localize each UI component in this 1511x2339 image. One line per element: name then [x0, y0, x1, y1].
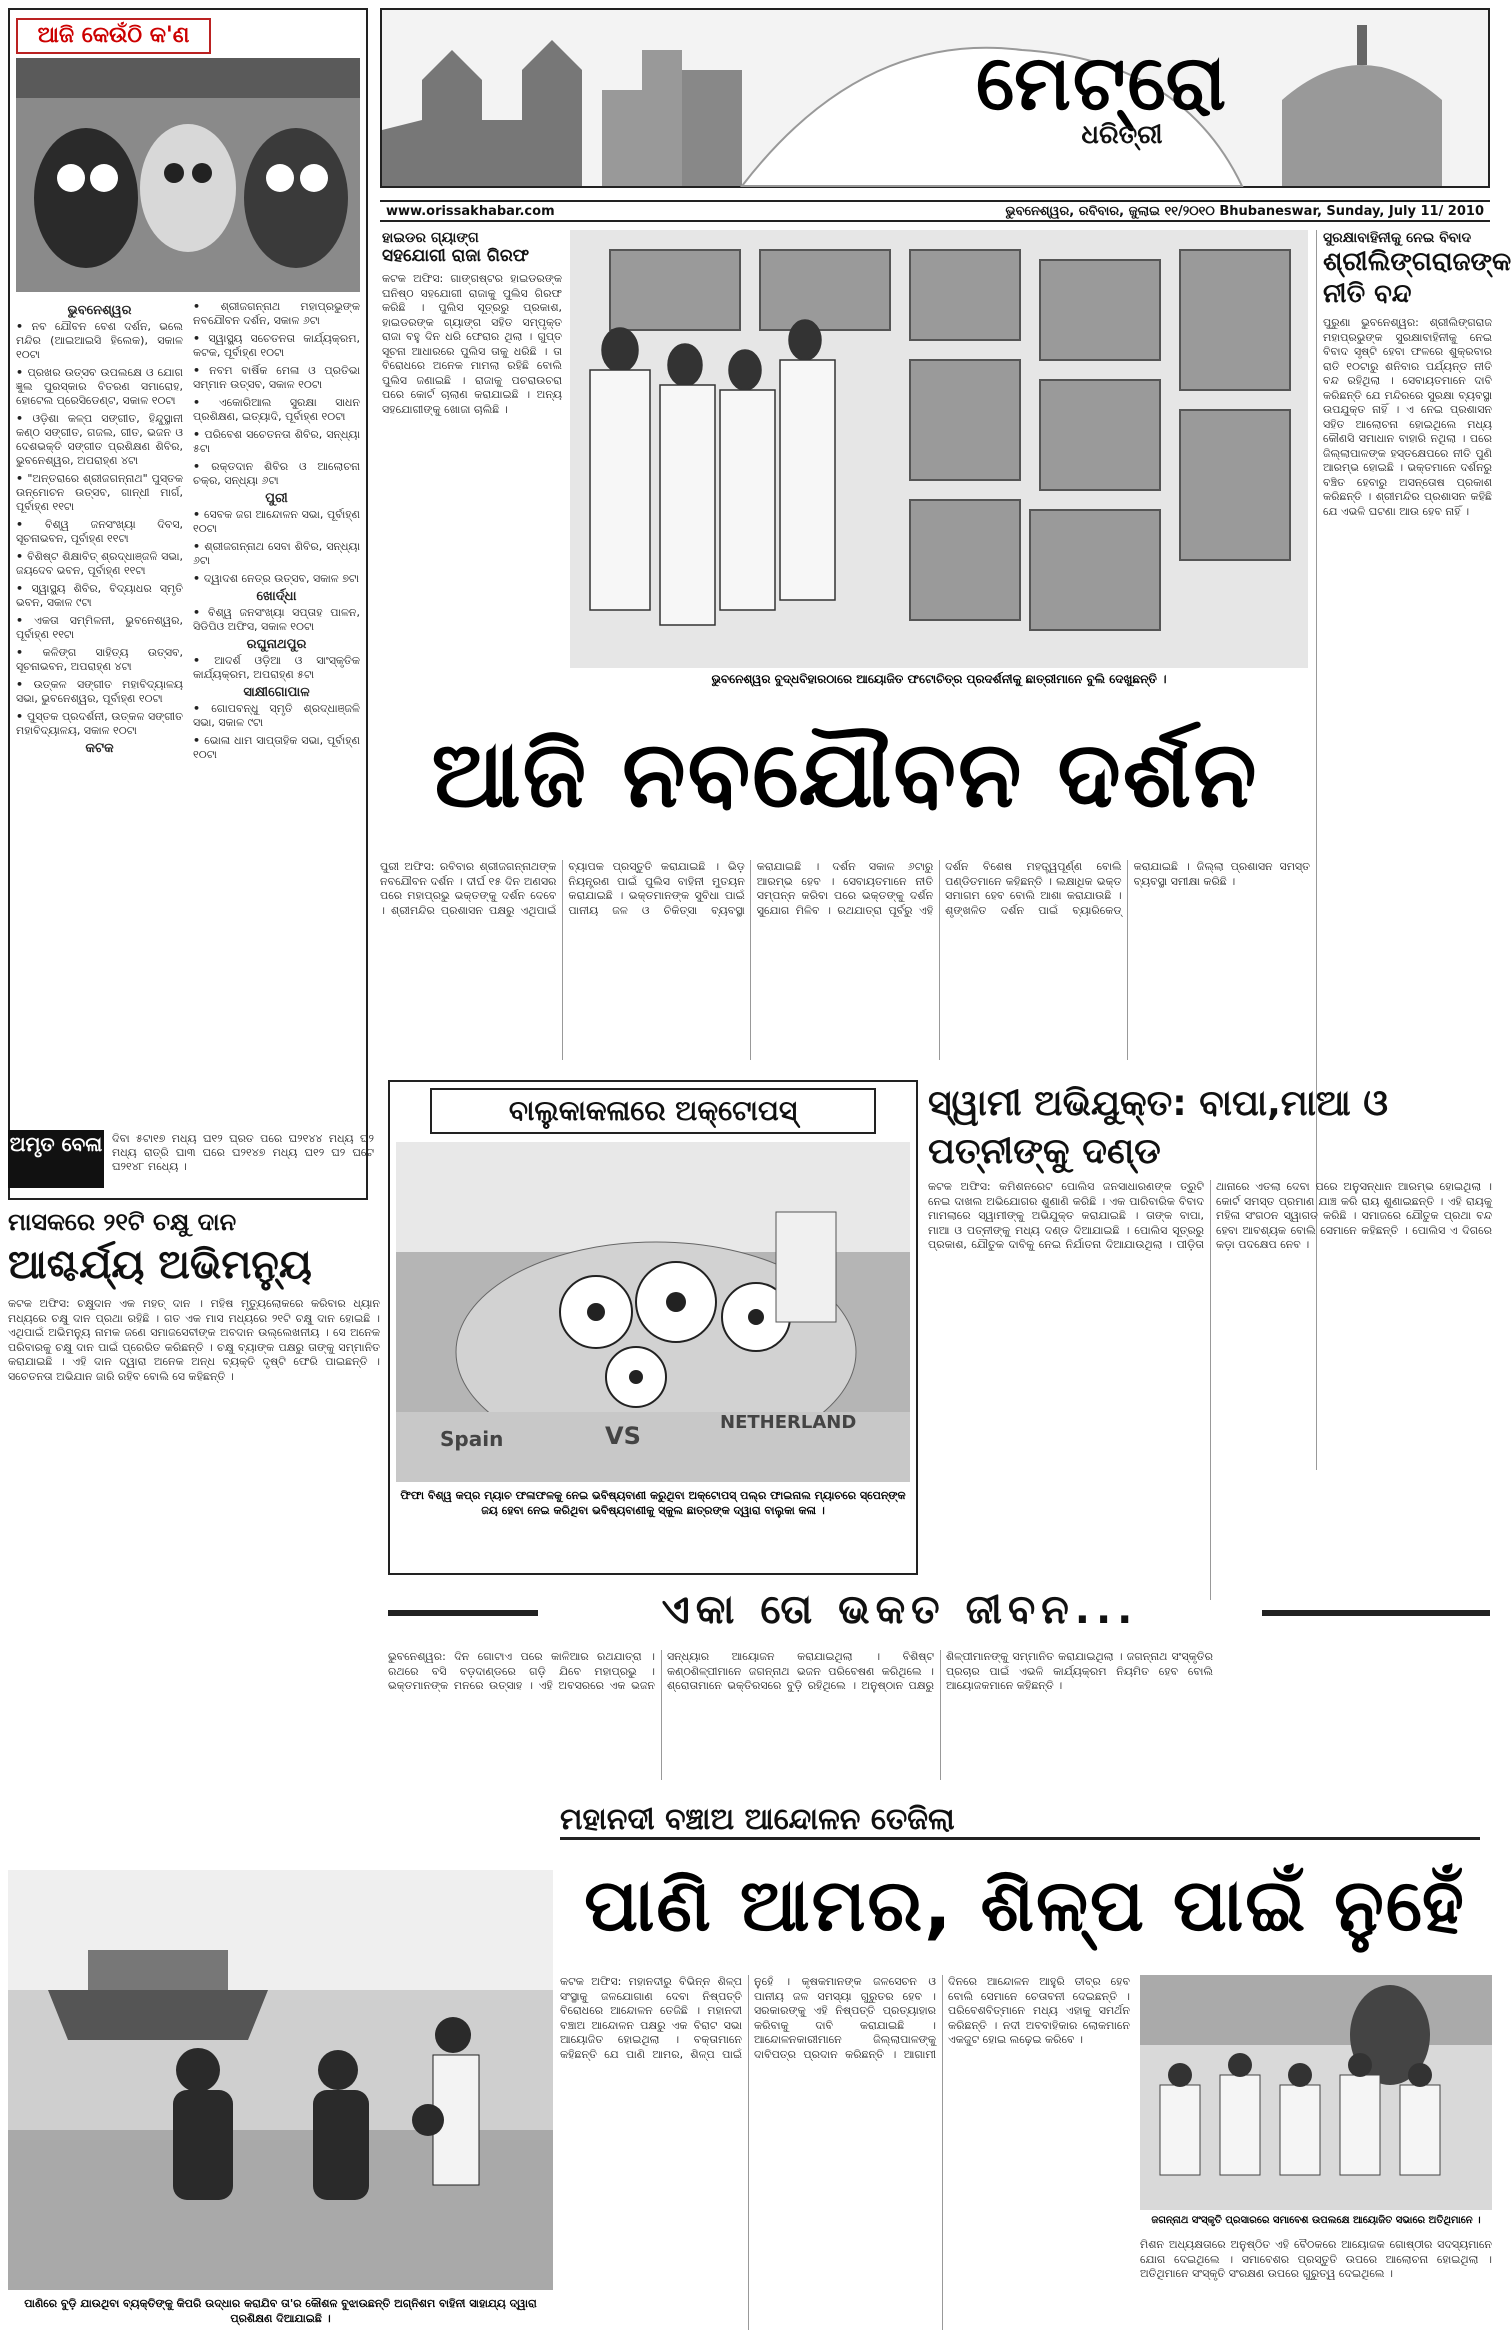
mahanadi-kicker: ମହାନଦୀ ବଞ୍ଚାଅ ଆନ୍ଦୋଳନ ତେଜିଲା	[560, 1800, 1480, 1840]
sand-art-label-vs: VS	[605, 1422, 641, 1450]
event-item: • ସେବକ ଜଗ ଆନ୍ଦୋଳନ ସଭା, ପୂର୍ବାହ୍ଣ ୧୦ଟା	[193, 508, 360, 536]
story-gang-headline: ସହଯୋଗୀ ରାଜା ଗିରଫ	[382, 246, 530, 266]
story-security-headline: ଶ୍ରୀଲିଙ୍ଗରାଜଙ୍କ ନୀତି ବନ୍ଦ	[1323, 247, 1511, 309]
event-item: • ଉତ୍କଳ ସଙ୍ଗୀତ ମହାବିଦ୍ୟାଳୟ ସଭା, ଭୁବନେଶ୍ୱର, ପୂର୍ବାହ୍ଣ ୧୦ଟା	[16, 678, 183, 706]
story-swami	[928, 1080, 1492, 1580]
story-security-kicker: ସୁରକ୍ଷାବାହିନୀକୁ ନେଇ ବିବାଦ	[1323, 230, 1472, 246]
event-item: • ପୁସ୍ତକ ପ୍ରଦର୍ଶନୀ, ଉତ୍କଳ ସଙ୍ଗୀତ ମହାବିଦ୍ୟାଳୟ, ସକାଳ ୧୦ଟା	[16, 710, 183, 738]
sand-art-box	[388, 1080, 918, 1575]
story-gang-kicker: ହାଇଡର ଗ୍ୟାଙ୍ଗ	[382, 230, 479, 246]
event-item: • କଳିଙ୍ଗ ସାହିତ୍ୟ ଉତ୍ସବ, ସୂଚନାଭବନ, ଅପରାହ୍ଣ ୪ଟା	[16, 646, 183, 674]
event-item: • ଭୋଳା ଧାମ ସାପ୍ତାହିକ ସଭା, ପୂର୍ବାହ୍ଣ ୧୦ଟା	[193, 734, 360, 762]
event-item: • ପରିବେଶ ସଚେତନତା ଶିବିର, ସନ୍ଧ୍ୟା ୫ଟା	[193, 428, 360, 456]
amrit-bela	[8, 1130, 378, 1190]
events-title: ଆଜି କେଉଁଠି କ'ଣ	[16, 18, 211, 54]
event-item: • ବିଶ୍ୱ ଜନସଂଖ୍ୟା ସପ୍ତାହ ପାଳନ, ସିଡିପିଓ ଅଫିସ, ସକାଳ ୧୦ଟା	[193, 606, 360, 634]
exhibition-photo	[570, 230, 1308, 668]
dateline: ଭୁବନେଶ୍ୱର, ରବିବାର, ଜୁଲାଇ ୧୧/୨୦୧୦ Bhubaneswar, Sunday, July 11/ 2010	[1005, 204, 1484, 219]
story-swami-body: କଟକ ଅଫିସ: କମିଶନରେଟ ପୋଲିସ ଜନସାଧାରଣଙ୍କ ତ୍ରୁଟି ନେଇ ଦାଖଲ ଅଭିଯୋଗର ଶୁଣାଣି କରିଛି । ଏକ ପାରିବାରିକ ବିବାଦ ମାମଲାରେ ସ୍ୱାମୀଙ୍କୁ ଅଭିଯୁକ୍ତ କରାଯାଇଛି । ତାଙ୍କ ବାପା, ମାଆ ଓ ପତ୍ନୀଙ୍କୁ ମଧ୍ୟ ଦଣ୍ଡ ଦିଆଯାଇଛି । ପୋଲିସ ସୂତ୍ରରୁ ପ୍ରକାଶ, ଯୌତୁକ ଦାବିକୁ ନେଇ ନିର୍ଯାତନା ଦିଆଯାଉଥିଲା । ପୀଡ଼ିତା ଥାନାରେ ଏତଲା ଦେବା ପରେ ଅନୁସନ୍ଧାନ ଆରମ୍ଭ ହୋଇଥିଲା । କୋର୍ଟ ସମସ୍ତ ପ୍ରମାଣ ଯାଞ୍ଚ କରି ରାୟ ଶୁଣାଇଛନ୍ତି । ଏହି ରାୟକୁ ମହିଳା ସଂଗଠନ ସ୍ୱାଗତ କରିଛି । ସମାଜରେ ଯୌତୁକ ପ୍ରଥା ବନ୍ଦ ହେବା ଆବଶ୍ୟକ ବୋଲି ସେମାନେ କହିଛନ୍ତି । ପୋଲିସ ଏ ଦିଗରେ କଡ଼ା ପଦକ୍ଷେପ ନେବ ।	[928, 1180, 1492, 1251]
event-item: • ବିଶିଷ୍ଟ ଶିକ୍ଷାବିତ୍ ଶ୍ରଦ୍ଧାଞ୍ଜଳି ସଭା, ଜୟଦେବ ଭବନ, ପୂର୍ବାହ୍ଣ ୧୧ଟା	[16, 550, 183, 578]
eka-rule-right	[1262, 1610, 1490, 1616]
rescue-caption: ପାଣିରେ ବୁଡ଼ି ଯାଉଥିବା ବ୍ୟକ୍ତିଙ୍କୁ କିପରି ଉଦ୍ଧାର କରାଯିବ ତା'ର କୌଶଳ ବୁଝାଉଛନ୍ତି ଅଗ୍ନିଶମ ବାହିନୀ ସାହାଯ୍ୟ ଦ୍ୱାରା ପ୍ରଶିକ୍ଷଣ ଦିଆଯାଇଛି ।	[24, 2297, 537, 2325]
mahanadi-body: କଟକ ଅଫିସ: ମହାନଦୀରୁ ବିଭିନ୍ନ ଶିଳ୍ପ ସଂସ୍ଥାକୁ ଜଳଯୋଗାଣ ଦେବା ନିଷ୍ପତ୍ତି ବିରୋଧରେ ଆନ୍ଦୋଳନ ତେଜିଛି । ମହାନଦୀ ବଞ୍ଚାଅ ଆନ୍ଦୋଳନ ପକ୍ଷରୁ ଏକ ବିରାଟ ସଭା ଆୟୋଜିତ ହୋଇଥିଲା । ବକ୍ତାମାନେ କହିଛନ୍ତି ଯେ ପାଣି ଆମର, ଶିଳ୍ପ ପାଇଁ ନୁହେଁ । କୃଷକମାନଙ୍କ ଜଳସେଚନ ଓ ପାନୀୟ ଜଳ ସମସ୍ୟା ଗୁରୁତର ହେବ । ସରକାରଙ୍କୁ ଏହି ନିଷ୍ପତ୍ତି ପ୍ରତ୍ୟାହାର କରିବାକୁ ଦାବି କରାଯାଇଛି । ଆନ୍ଦୋଳନକାରୀମାନେ ଜିଲ୍ଲାପାଳଙ୍କୁ ଦାବିପତ୍ର ପ୍ରଦାନ କରିଛନ୍ତି । ଆଗାମୀ ଦିନରେ ଆନ୍ଦୋଳନ ଆହୁରି ତୀବ୍ର ହେବ ବୋଲି ସେମାନେ ଚେତାବନୀ ଦେଇଛନ୍ତି । ପରିବେଶବିତ୍ମାନେ ମଧ୍ୟ ଏହାକୁ ସମର୍ଥନ କରିଛନ୍ତି । ନଦୀ ଅବବାହିକାର ଲୋକମାନେ ଏକଜୁଟ ହୋଇ ଲଢ଼େଇ କରିବେ ।	[560, 1975, 1130, 2061]
sand-art-caption: ଫିଫା ବିଶ୍ୱ କପ୍ର ମ୍ୟାଚ ଫଳାଫଳକୁ ନେଇ ଭବିଷ୍ୟବାଣୀ କରୁଥିବା ଅକ୍ଟୋପସ୍ ପଲ୍ର ଫାଇନାଲ ମ୍ୟାଚରେ ସ୍ପେନ୍ଙ୍କ ଜୟ ହେବା ନେଇ କରିଥିବା ଭବିଷ୍ୟବାଣୀକୁ ସ୍କୁଲ ଛାତ୍ରଙ୍କ ଦ୍ୱାରା ବାଲୁକା କଳା ।	[400, 1489, 906, 1517]
story-eye-body: କଟକ ଅଫିସ: ଚକ୍ଷୁଦାନ ଏକ ମହତ୍ ଦାନ । ମହିଷ ମୃତ୍ୟୁଲୋକରେ କରିବାର ଧ୍ୟାନ ମଧ୍ୟରେ ଚକ୍ଷୁ ଦାନ ପ୍ରଥା ରହିଛି । ଗତ ଏକ ମାସ ମଧ୍ୟରେ ୨୧ଟି ଚକ୍ଷୁ ଦାନ ହୋଇଛି । ଏଥିପାଇଁ ଅଭିମନ୍ୟୁ ନାମକ ଜଣେ ସମାଜସେବୀଙ୍କ ଅବଦାନ ଉଲ୍ଲେଖନୀୟ । ସେ ଅନେକ ପରିବାରକୁ ଚକ୍ଷୁ ଦାନ ପାଇଁ ପ୍ରେରିତ କରିଛନ୍ତି । ଚକ୍ଷୁ ବ୍ୟାଙ୍କ ପକ୍ଷରୁ ତାଙ୍କୁ ସମ୍ମାନିତ କରାଯାଇଛି । ଏହି ଦାନ ଦ୍ୱାରା ଅନେକ ଅନ୍ଧ ବ୍ୟକ୍ତି ଦୃଷ୍ଟି ଫେରି ପାଇଛନ୍ତି । ସଚେତନତା ଅଭିଯାନ ଜାରି ରହିବ ବୋଲି ସେ କହିଛନ୍ତି ।	[8, 1297, 380, 1383]
section-title-khordha: ଖୋର୍ଦ୍ଧା	[256, 589, 297, 604]
event-item: • ସ୍ୱାସ୍ଥ୍ୟ ଶିବିର, ବିଦ୍ୟାଧର ସ୍ମୃତି ଭବନ, ସକାଳ ୯ଟା	[16, 582, 183, 610]
sand-art-headline: ବାଲୁକାକଳାରେ ଅକ୍ଟୋପସ୍	[430, 1088, 876, 1134]
event-item: • ଆଦର୍ଶ ଓଡ଼ିଆ ଓ ସାଂସ୍କୃତିକ କାର୍ଯ୍ୟକ୍ରମ, ଅପରାହ୍ଣ ୫ଟା	[193, 654, 360, 682]
meeting-illustration	[1140, 1975, 1492, 2210]
meeting-photo	[1140, 1975, 1492, 2210]
section-title-cuttack: କଟକ	[85, 741, 114, 756]
events-list-misc	[193, 364, 360, 488]
deities-photo	[16, 58, 360, 292]
event-item: • ଓଡ଼ିଶା କଳ୍ପ ସଙ୍ଗୀତ, ହିନ୍ଦୁସ୍ଥାନୀ କଣ୍ଠ ସଙ୍ଗୀତ, ଗଜଲ, ଗୀତ, ଭଜନ ଓ ଦେଶଭକ୍ତି ସଙ୍ଗୀତ ପ୍ରଶିକ୍ଷଣ ଶିବିର, ଭୁବନେଶ୍ୱର, ଅପରାହ୍ଣ ୪ଟା	[16, 412, 183, 468]
story-eye-kicker: ମାସକରେ ୨୧ଟି ଚକ୍ଷୁ ଦାନ	[8, 1208, 237, 1236]
amrit-bela-text: ଦିବା ୫ଟା୧୭ ମଧ୍ୟ ଘ୧୨ ଘ୍ରତ ପରେ ଘ୨୧୪୪ ମଧ୍ୟ ଘ୨ ମଧ୍ୟ ରାତ୍ରି ଘା୩ ଘରେ ଘ୨୧୪୭ ମଧ୍ୟ ଘ୧୨ ଘ୨ ଘଟେ ଘ୨୧୪୮ ମଧ୍ୟେ ।	[112, 1132, 374, 1173]
nava-headline: ଆଜି ନବଯୌବନ ଦର୍ଶନ	[431, 721, 1259, 828]
event-item: • ଶ୍ରୀଜଗନ୍ନାଥ ସେବା ଶିବିର, ସନ୍ଧ୍ୟା ୬ଟା	[193, 540, 360, 568]
event-item: • ଶ୍ରୀଜଗନ୍ନାଥ ମହାପ୍ରଭୁଙ୍କ ନବଯୌବନ ଦର୍ଶନ, ସକାଳ ୬ଟା	[193, 300, 360, 328]
masthead	[380, 8, 1490, 188]
eka-body: ଭୁବନେଶ୍ୱର: ଦିନ ଗୋଟାଏ ପରେ କାଳିଆର ରଥଯାତ୍ରା । ରଥରେ ବସି ବଡ଼ଦାଣ୍ଡରେ ଗଡ଼ି ଯିବେ ମହାପ୍ରଭୁ । ଭକ୍ତମାନଙ୍କ ମନରେ ଉତ୍ସାହ । ଏହି ଅବସରରେ ଏକ ଭଜନ ସନ୍ଧ୍ୟାର ଆୟୋଜନ କରାଯାଇଥିଲା । ବିଶିଷ୍ଟ କଣ୍ଠଶିଳ୍ପୀମାନେ ଜଗନ୍ନାଥ ଭଜନ ପରିବେଷଣ କରିଥିଲେ । ଶ୍ରୋତାମାନେ ଭକ୍ତିରସରେ ବୁଡ଼ି ରହିଥିଲେ । ଅନୁଷ୍ଠାନ ପକ୍ଷରୁ ଶିଳ୍ପୀମାନଙ୍କୁ ସମ୍ମାନିତ କରାଯାଇଥିଲା । ଜଗନ୍ନାଥ ସଂସ୍କୃତିର ପ୍ରଚାର ପାଇଁ ଏଭଳି କାର୍ଯ୍ୟକ୍ରମ ନିୟମିତ ହେବ ବୋଲି ଆୟୋଜକମାନେ କହିଛନ୍ତି ।	[388, 1650, 1213, 1692]
mahanadi-headline: ପାଣି ଆମର, ଶିଳ୍ପ ପାଇଁ ନୁହେଁ	[584, 1863, 1466, 1947]
story-eye-headline: ଆଶ୍ଚର୍ଯ୍ୟ ଅଭିମନ୍ୟୁ	[8, 1242, 312, 1288]
masthead-subtitle: ଧରିତ୍ରୀ	[1081, 120, 1163, 150]
exhibition-illustration	[570, 230, 1308, 668]
event-item: • ଦ୍ୱାଦଶ ନେତ୍ର ଉତ୍ସବ, ସକାଳ ୭ଟା	[193, 572, 360, 586]
meeting-caption: ଜଗନ୍ନାଥ ସଂସ୍କୃତି ପ୍ରସାରରେ ସମାବେଶ ଉପଲକ୍ଷେ ଆୟୋଜିତ ସଭାରେ ଅତିଥିମାନେ ।	[1151, 2215, 1481, 2226]
sand-art-label-spain: Spain	[440, 1427, 504, 1451]
rescue-illustration	[8, 1870, 553, 2290]
story-swami-headline: ସ୍ୱାମୀ ଅଭିଯୁକ୍ତ: ବାପା,ମାଆ ଓ ପତ୍ନୀଙ୍କୁ ଦଣ୍ଡ	[928, 1083, 1389, 1172]
event-item: • ଏକୋରିଆଲ ସୁରକ୍ଷା ସାଧନ ପ୍ରଶିକ୍ଷଣ, ଇତ୍ୟାଦି, ପୂର୍ବାହ୍ଣ ୧୦ଟା	[193, 396, 360, 424]
story-security-body: ପୁରୁଣା ଭୁବନେଶ୍ୱର: ଶ୍ରୀଲିଙ୍ଗରାଜ ମହାପ୍ରଭୁଙ୍କ ସୁରକ୍ଷାବାହିନୀକୁ ନେଇ ବିବାଦ ସୃଷ୍ଟି ହେବା ଫଳରେ ଶୁକ୍ରବାର ରାତି ୧୦ଟାରୁ ଶନିବାର ପର୍ଯ୍ୟନ୍ତ ନୀତି ବନ୍ଦ ରହିଥିଲା । ସେବାୟତମାନେ ଦାବି କରିଛନ୍ତି ଯେ ମନ୍ଦିରରେ ସୁରକ୍ଷା ବ୍ୟବସ୍ଥା ଉପଯୁକ୍ତ ନାହିଁ । ଏ ନେଇ ପ୍ରଶାସନ ସହିତ ଆଲୋଚନା ହୋଇଥିଲେ ମଧ୍ୟ କୌଣସି ସମାଧାନ ବାହାରି ନଥିଲା । ପରେ ଜିଲ୍ଲାପାଳଙ୍କ ହସ୍ତକ୍ଷେପରେ ନୀତି ପୁଣି ଆରମ୍ଭ ହୋଇଛି । ଭକ୍ତମାନେ ଦର୍ଶନରୁ ବଞ୍ଚିତ ହେବାରୁ ଅସନ୍ତୋଷ ପ୍ରକାଶ କରିଛନ୍ତି । ଶ୍ରୀମନ୍ଦିର ପ୍ରଶାସନ କହିଛି ଯେ ଏଭଳି ଘଟଣା ଆଉ ହେବ ନାହିଁ ।	[1323, 316, 1492, 518]
rescue-photo	[8, 1870, 553, 2290]
exhibition-caption: ଭୁବନେଶ୍ୱର ବୁଦ୍ଧବିହାରଠାରେ ଆୟୋଜିତ ଫଟୋଚିତ୍ର ପ୍ରଦର୍ଶନୀକୁ ଛାତ୍ରୀମାନେ ବୁଲି ଦେଖୁଛନ୍ତି ।	[711, 672, 1167, 686]
sand-art-label-netherland: NETHERLAND	[720, 1412, 857, 1433]
section-title-bhubaneswar: ଭୁବନେଶ୍ୱର	[67, 303, 132, 318]
events-box	[8, 8, 368, 1200]
eka-headline: ଏକା ତୋ ଭକତ ଜୀବନ...	[661, 1587, 1139, 1633]
dateline-bar	[380, 200, 1490, 222]
events-list-sakhigopal	[193, 702, 360, 762]
masthead-title: ମେଟ୍ରୋ	[975, 38, 1229, 127]
meeting-body: ମିଶନ ଅଧ୍ୟକ୍ଷତାରେ ଅନୁଷ୍ଠିତ ଏହି ବୈଠକରେ ଆୟୋଜକ ଗୋଷ୍ଠୀର ସଦସ୍ୟମାନେ ଯୋଗ ଦେଇଥିଲେ । ସମାବେଶର ପ୍ରସ୍ତୁତି ଉପରେ ଆଲୋଚନା ହୋଇଥିଲା । ଅତିଥିମାନେ ସଂସ୍କୃତି ସଂରକ୍ଷଣ ଉପରେ ଗୁରୁତ୍ୱ ଦେଇଥିଲେ ।	[1140, 2238, 1492, 2280]
website-url[interactable]: www.orissakhabar.com	[386, 204, 555, 219]
event-item: • ଗୋପବନ୍ଧୁ ସ୍ମୃତି ଶ୍ରଦ୍ଧାଞ୍ଜଳି ସଭା, ସକାଳ ୯ଟା	[193, 702, 360, 730]
events-list-khordha	[193, 606, 360, 634]
section-title-raghunathpur: ରଘୁନାଥପୁର	[246, 637, 307, 652]
amrit-bela-label: ଅମୃତ ବେଳା	[8, 1130, 104, 1188]
deities-illustration	[16, 58, 360, 292]
event-item: • ଏକତା ସମ୍ମିଳନୀ, ଭୁବନେଶ୍ୱର, ପୂର୍ବାହ୍ଣ ୧୧ଟା	[16, 614, 183, 642]
nava-body: ପୁରୀ ଅଫିସ: ରବିବାର ଶ୍ରୀଜଗନ୍ନାଥଙ୍କ ନବଯୌବନ ଦର୍ଶନ । ଦୀର୍ଘ ୧୫ ଦିନ ଅଣସର ପରେ ମହାପ୍ରଭୁ ଭକ୍ତଙ୍କୁ ଦର୍ଶନ ଦେବେ । ଶ୍ରୀମନ୍ଦିର ପ୍ରଶାସନ ପକ୍ଷରୁ ଏଥିପାଇଁ ବ୍ୟାପକ ପ୍ରସ୍ତୁତି କରାଯାଇଛି । ଭିଡ଼ ନିୟନ୍ତ୍ରଣ ପାଇଁ ପୁଲିସ ବାହିନୀ ମୁତୟନ କରାଯାଇଛି । ଭକ୍ତମାନଙ୍କ ସୁବିଧା ପାଇଁ ପାନୀୟ ଜଳ ଓ ଚିକିତ୍ସା ବ୍ୟବସ୍ଥା କରାଯାଇଛି । ଦର୍ଶନ ସକାଳ ୬ଟାରୁ ଆରମ୍ଭ ହେବ । ସେବାୟତମାନେ ନୀତି ସମ୍ପନ୍ନ କରିବା ପରେ ଭକ୍ତଙ୍କୁ ଦର୍ଶନ ସୁଯୋଗ ମିଳିବ । ରଥଯାତ୍ରା ପୂର୍ବରୁ ଏହି ଦର୍ଶନ ବିଶେଷ ମହତ୍ତ୍ୱପୂର୍ଣ୍ଣ ବୋଲି ପଣ୍ଡିତମାନେ କହିଛନ୍ତି । ଲକ୍ଷାଧିକ ଭକ୍ତ ସମାଗମ ହେବ ବୋଲି ଆଶା କରାଯାଉଛି । ଶୃଙ୍ଖଳିତ ଦର୍ଶନ ପାଇଁ ବ୍ୟାରିକେଡ୍ କରାଯାଇଛି । ଜିଲ୍ଲା ପ୍ରଶାସନ ସମସ୍ତ ବ୍ୟବସ୍ଥା ସମୀକ୍ଷା କରିଛି ।	[380, 860, 1310, 917]
eka-rule-left	[388, 1610, 538, 1616]
events-list-bhubaneswar	[16, 320, 183, 738]
event-item: • ପ୍ରଖର ଉତ୍ସବ ଉପଲକ୍ଷେ ଓ ଯୋଗ ଜ୍ଞୁଲ ପୁରସ୍କାର ବିତରଣ ସମାରୋହ, ହୋଟେଲ ପ୍ରେସିଡେଣ୍ଟ, ସକାଳ ୧୦ଟା	[16, 366, 183, 408]
event-item: • ନବମ ବାର୍ଷିକ ମେଳା ଓ ପ୍ରତିଭା ସମ୍ମାନ ଉତ୍ସବ, ସକାଳ ୧୦ଟା	[193, 364, 360, 392]
events-list-cuttack	[193, 300, 360, 360]
events-listing	[16, 300, 360, 1195]
story-eye	[8, 1205, 380, 1865]
events-list-raghunathpur	[193, 654, 360, 682]
section-title-sakhigopal: ସାକ୍ଷୀଗୋପାଳ	[243, 685, 310, 700]
event-item: • ନବ ଯୌବନ ବେଶ ଦର୍ଶନ, ଭଲେ ମନ୍ଦିର (ଆଇଆଇସି ହିଲେକ), ସକାଳ ୧୦ଟା	[16, 320, 183, 362]
story-gang-body: କଟକ ଅଫିସ: ଗାଙ୍ଗଷ୍ଟର ହାଇଡରଙ୍କ ଘନିଷ୍ଠ ସହଯୋଗୀ ରାଜାକୁ ପୁଲିସ ଗିରଫ କରିଛି । ପୁଲିସ ସୂତ୍ରରୁ ପ୍ରକାଶ, ହାଇଡରଙ୍କ ଗ୍ୟାଙ୍ଗ ସହିତ ସମ୍ପୃକ୍ତ ରାଜା ବହୁ ଦିନ ଧରି ଫେରାର ଥିଲା । ଗୁପ୍ତ ସୂଚନା ଆଧାରରେ ପୁଲିସ ତାକୁ ଧରିଛି । ତା ବିରୋଧରେ ଅନେକ ମାମଲା ରହିଛି ବୋଲି ପୁଲିସ ଜଣାଇଛି । ରାଜାକୁ ପଚରାଉଚରା ପରେ କୋର୍ଟ ଚାଲାଣ କରାଯାଇଛି । ଅନ୍ୟ ସହଯୋଗୀଙ୍କୁ ଖୋଜା ଚାଲିଛି ।	[382, 272, 562, 416]
event-item: • ବିଶ୍ୱ ଜନସଂଖ୍ୟା ଦିବସ, ସୂଚନାଭବନ, ପୂର୍ବାହ୍ଣ ୧୧ଟା	[16, 518, 183, 546]
events-list-puri	[193, 508, 360, 586]
event-item: • "ଅନ୍ତରାରେ ଶ୍ରୀଜଗନ୍ନାଥ" ପୁସ୍ତକ ଉନ୍ମୋଚନ ଉତ୍ସବ, ଗାନ୍ଧୀ ମାର୍ଗ, ପୂର୍ବାହ୍ଣ ୧୧ଟା	[16, 472, 183, 514]
event-item: • ସ୍ୱାସ୍ଥ୍ୟ ସଚେତନତା କାର୍ଯ୍ୟକ୍ରମ, କଟକ, ପୂର୍ବାହ୍ଣ ୧୦ଟା	[193, 332, 360, 360]
event-item: • ରକ୍ତଦାନ ଶିବିର ଓ ଆଲୋଚନା ଚକ୍ର, ସନ୍ଧ୍ୟା ୬ଟା	[193, 460, 360, 488]
masthead-skyline	[382, 10, 1488, 186]
section-title-puri: ପୁରୀ	[265, 491, 288, 506]
